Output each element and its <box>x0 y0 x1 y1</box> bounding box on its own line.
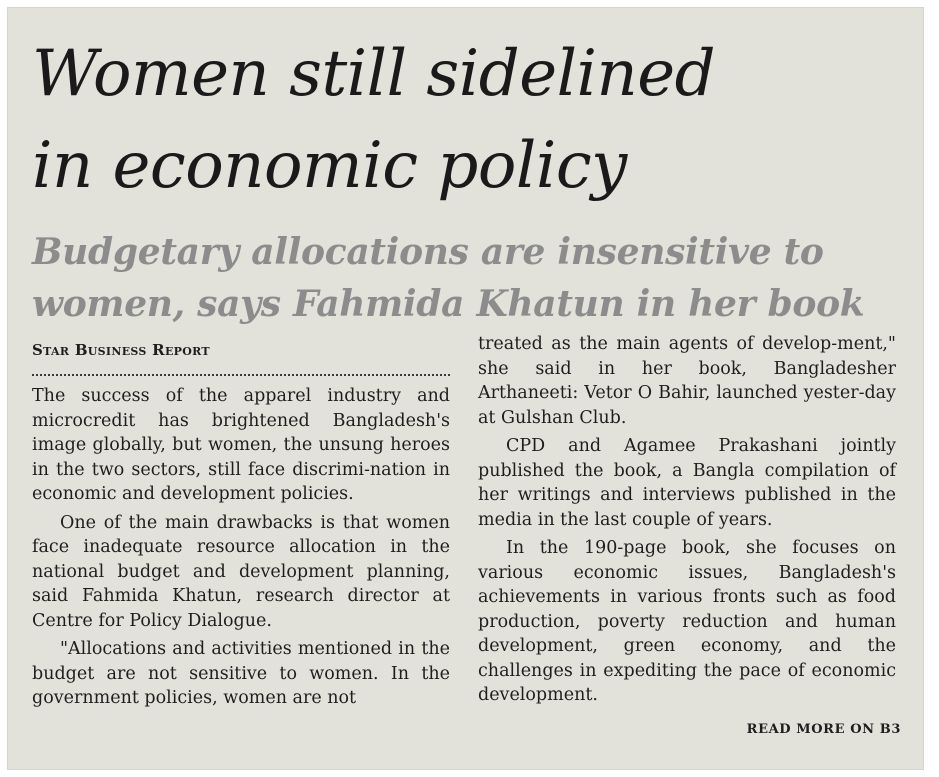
read-more-link[interactable]: READ MORE ON B3 <box>746 722 901 737</box>
subheadline-line-1: Budgetary allocations are insensitive to <box>32 231 824 273</box>
headline <box>32 28 715 212</box>
byline: Star Business Report <box>32 341 210 359</box>
paragraph: CPD and Agamee Prakashani jointly published the book, a Bangla compilation of her writings and interviews published in the media in the last couple of years. <box>478 436 896 530</box>
paragraph: The success of the apparel industry and microcredit has brightened Bangladesh's image globally, but women, the unsung heroes in the two sectors, still face discrimi-nation in economic and development policies. <box>32 386 450 504</box>
subheadline-line-2: women, says Fahmida Khatun in her book <box>32 283 865 325</box>
newspaper-clipping <box>8 8 923 769</box>
headline-line-2: in economic policy <box>32 129 627 203</box>
headline-line-1: Women still sidelined <box>32 37 716 111</box>
dotted-divider <box>32 374 450 376</box>
paragraph: One of the main drawbacks is that women face inadequate resource allocation in the national budget and development planning, said Fahmida Khatun, research director at Centre for Policy Dialogue. <box>32 512 450 631</box>
paragraph: "Allocations and activities mentioned in the budget are not sensitive to women. In the government policies, women are not <box>32 639 450 708</box>
paragraph: treated as the main agents of develop-ment," she said in her book, Bangladesher Arthaneeti: Vetor O Bahir, launched yester-day at Gulshan Club. <box>478 334 896 428</box>
subheadline <box>32 226 864 330</box>
article-column-right <box>478 332 896 708</box>
article-column-left <box>32 334 450 711</box>
paragraph: In the 190-page book, she focuses on various economic issues, Bangladesh's achievements in various fronts such as food production, poverty reduction and human development, green economy, and the challenges in expediting the pace of economic development. <box>478 538 896 705</box>
